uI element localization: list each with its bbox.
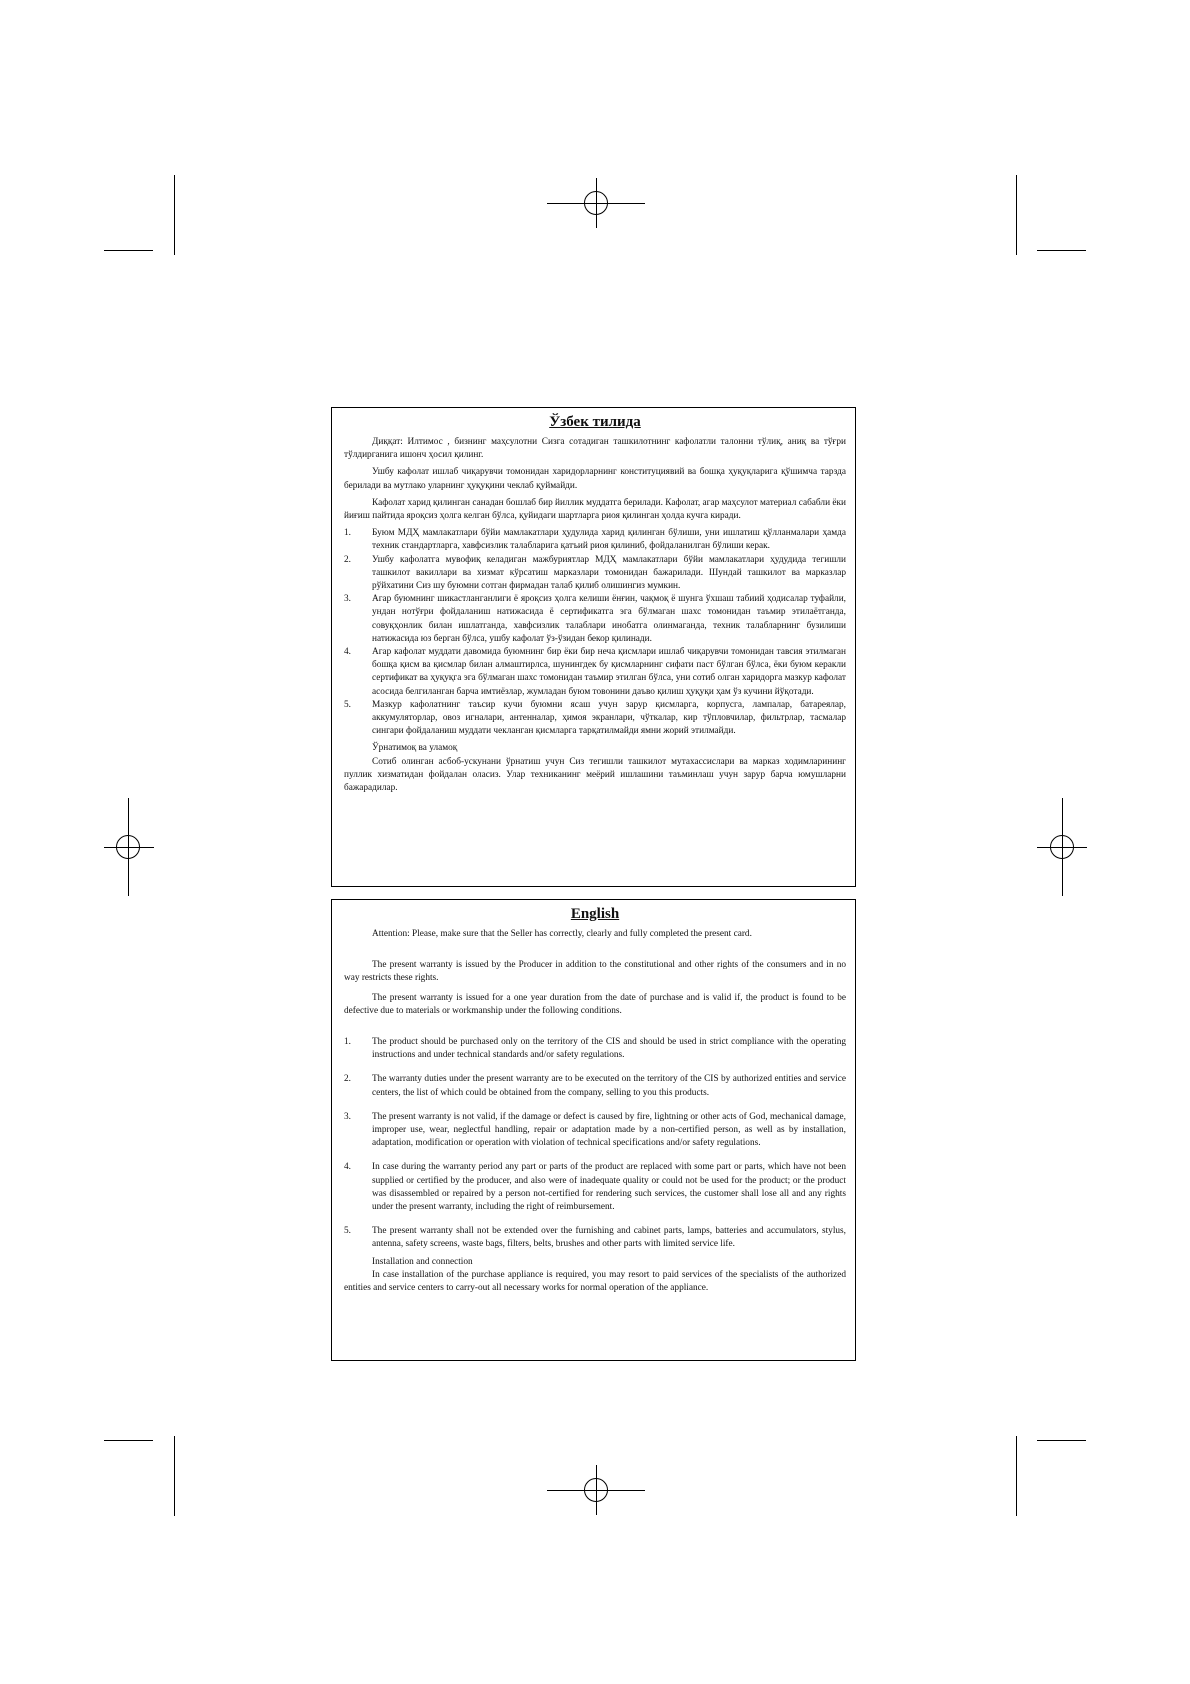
- english-conditions-list: [344, 1036, 846, 1252]
- english-paragraph-2: The present warranty is issued for a one year duration from the date of purchase and is valid if, the product is found to be defective due to materials or workmanship under the following conditions.: [344, 992, 846, 1016]
- list-item: 2. The warranty duties under the present warranty are to be executed on the territory of the CIS by authorized entities and service centers, the list of which could be obtained from the company, selling to you this products.: [344, 1074, 846, 1098]
- english-paragraph-1: The present warranty is issued by the Producer in addition to the constitutional and other rights of the consumers and in no way restricts these rights.: [344, 960, 846, 984]
- uzbek-section-title: Ўзбек тилида: [549, 414, 641, 430]
- english-section-title: English: [570, 906, 620, 922]
- list-item: 4. Агар кафолат муддати давомида буюмнинг бир ёки бир неча қисмлари ишлаб чиқарувчи томонидан тавсия этилмаган бошқа қисм ва қисмлар билан алмаштирлса, шунингдек бу қисмларнинг сифати паст бўлган бўлса, ёки буюм керакли сертификат ва ҳуқуқга эга бўлмаган шахс томонидан таъмир этилган бўлса, уни сотиб олган харидорга мазкур кафолат асосида белгиланган барча имтиёзлар, жумладан буюм товонини даъво қилиш ҳуқуқи ҳам ўз кучини йўқотади.: [344, 647, 846, 697]
- crop-mark-bottom-left-horizontal: [104, 1440, 153, 1441]
- uzbek-attention-text: Диққат: Илтимос , бизнинг маҳсулотни Сизга сотадиган ташкилотнинг кафолатли талонни тўлиқ, аниқ ва тўғри тўлдирганига ишонч ҳосил қилинг.: [344, 437, 846, 461]
- list-item: 2. Ушбу кафолатга мувофиқ келадиган мажбуриятлар МДҲ мамлакатлари бўйи мамлакатлари ҳудудида тегишли ташкилот вакиллари ва хизмат кўрсатиш марказлари томонидан бажарилади. Шундай ташкилот ва марказлар рўйхатини Сиз шу буюмни сотган фирмадан талаб қилиб олишингиз мумкин.: [344, 554, 846, 592]
- crop-mark-bottom-right-vertical: [1016, 1436, 1017, 1516]
- crop-mark-top-right-horizontal: [1037, 250, 1086, 251]
- uzbek-paragraph-2: Кафолат харид қилинган санадан бошлаб бир йиллик муддатга берилади. Кафолат, агар маҳсулот материал сабабли ёки йиғиш пайтида яроқсиз ҳолга келган бўлса, қуйидаги шартларга риоя қилинган ҳолда кучга киради.: [344, 497, 846, 522]
- english-attention-text: Attention: Please, make sure that the Seller has correctly, clearly and fully completed the present card.: [372, 929, 752, 939]
- uzbek-installation-heading: Ўрнатимоқ ва уламоқ: [372, 743, 458, 754]
- english-installation-text: In case installation of the purchase appliance is required, you may resort to paid services of the specialists of the authorized entities and service centers to carry-out all necessary works for normal operation of the appliance.: [344, 1269, 846, 1294]
- english-installation-heading: Installation and connection: [372, 1256, 473, 1267]
- list-item: 3. Агар буюмнинг шикастланганлиги ё яроқсиз ҳолга келиши ёнғин, чақмоқ ё шунга ўхшаш табиий ҳодисалар туфайли, ундан нотўғри фойдаланиш натижасида ё сертификатга эга бўлмаган шахс томонидан таъмир этилаётганда, совуқҳонлик билан ишлатганда, хавфсизлик талаблари инобатга олинмаганда, техник талабларнинг бузилиши натижасида юз берган бўлса, ушбу кафолат ўз-ўзидан бекор қилинади.: [344, 594, 846, 644]
- crop-mark-top-left-vertical: [174, 175, 175, 255]
- uzbek-warranty-section: [331, 407, 856, 887]
- list-item: 3. The present warranty is not valid, if the damage or defect is caused by fire, lightning or other acts of God, mechanical damage, improper use, wear, neglectful handling, repair or adaptation made by a non-certified person, as well as by installation, adaptation, modification or operation with violation of technical specifications and/or safety regulations.: [344, 1111, 846, 1149]
- list-item: 5. The present warranty shall not be extended over the furnishing and cabinet parts, lamps, batteries and accumulators, stylus, antenna, safety screens, waste bags, filters, belts, brushes and other parts with limited service life.: [344, 1226, 846, 1250]
- uzbek-conditions-list: [344, 527, 846, 738]
- list-item: 4. In case during the warranty period any part or parts of the product are replaced with some part or parts, which have not been supplied or certified by the producer, and also were of inadequate quality or could not be used for the product; or the product was disassembled or repaired by a person not-certified for rendering such services, the customer shall lose all and any rights under the present warranty, including the right of reimbursement.: [344, 1162, 846, 1213]
- crop-mark-bottom-left-vertical: [174, 1436, 175, 1516]
- list-item: 1. The product should be purchased only on the territory of the CIS and should be used in strict compliance with the operating instructions and under technical standards and/or safety regulations.: [344, 1037, 846, 1061]
- crop-mark-top-right-vertical: [1016, 175, 1017, 255]
- list-item: 1. Буюм МДҲ мамлакатлари бўйи мамлакатлари ҳудулида харид қилинган бўлиши, уни ишлатиш қўлланмалари ҳамда техник стандартларга, хавфсизлик талабларига қатъий риоя қилиниб, фойдаланилган бўлиши керак.: [344, 528, 846, 552]
- list-item: 5. Мазкур кафолатнинг таъсир кучи буюмни ясаш учун зарур қисмларга, корпусга, лампалар, батареялар, аккумуляторлар, овоз игналари, антенналар, ҳимоя экранлари, чўткалар, кир тўпловчилар, фильтрлар, тасмалар сингари фойдаланиш муддати чекланган қисмларга тарқатилмайди ямни жорий этилмайди.: [344, 699, 846, 737]
- uzbek-installation-text: Сотиб олинган асбоб-ускунани ўрнатиш учун Сиз тегишли ташкилот мутахассислари ва марказ ходимларининг пуллик хизматидан фойдалан оласиз. Улар техниканинг меёрий ишлашини таъминлаш учун зарур барча юмушларни бажарадилар.: [344, 756, 846, 794]
- crop-mark-bottom-right-horizontal: [1037, 1440, 1086, 1441]
- uzbek-paragraph-1: Ушбу кафолат ишлаб чиқарувчи томонидан харидорларнинг конституциявий ва бошқа ҳуқуқларига қўшимча тарзда берилади ва мутлако уларнинг ҳуқуқини чеклаб қуймайди.: [344, 467, 846, 491]
- crop-mark-top-left-horizontal: [104, 250, 153, 251]
- english-warranty-section: [331, 899, 856, 1361]
